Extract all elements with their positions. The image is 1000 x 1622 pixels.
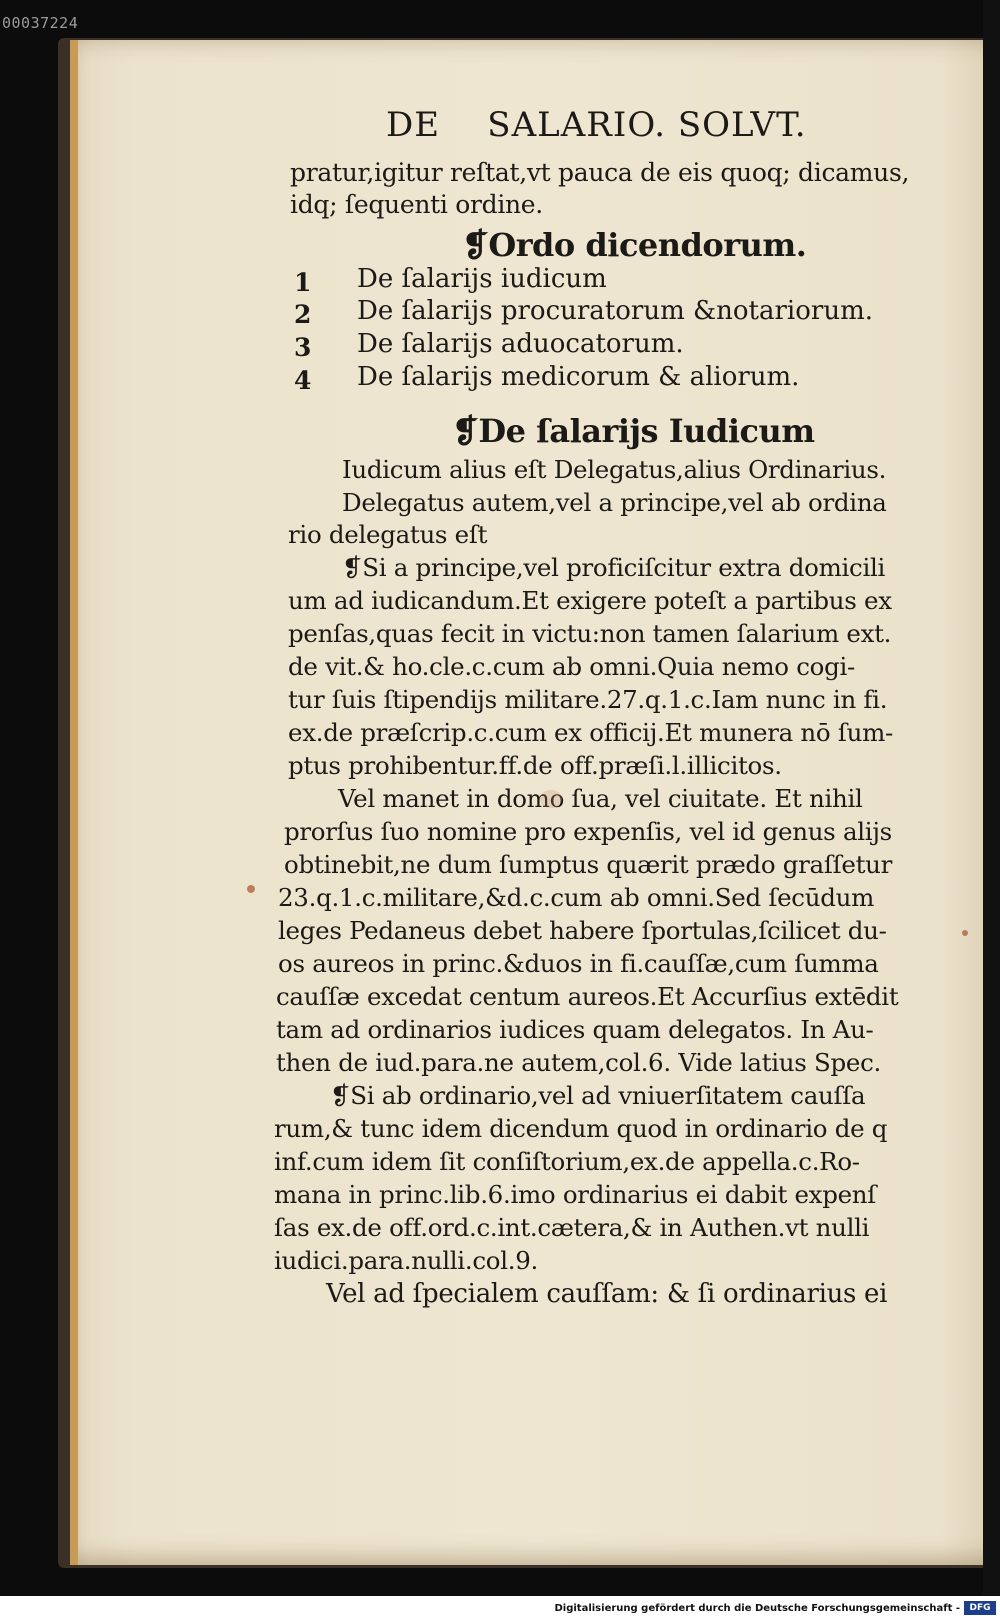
ink-stain: [247, 885, 255, 893]
body-line: ptus prohibentur.ff.de off.præſi.l.illicitos.: [288, 751, 782, 780]
pilcrow-icon: ❡: [342, 553, 363, 582]
body-line: tur ſuis ſtipendijs militare.27.q.1.c.Iam nunc in fi.: [288, 685, 888, 714]
pilcrow-icon: ❡: [452, 412, 479, 450]
body-line: ❡Si ab ordinario,vel ad vniuerſitatem cauſſa: [330, 1081, 866, 1110]
body-line: Vel ad ſpecialem cauſſam: & ſi ordinarius ei: [326, 1279, 888, 1309]
body-line: tam ad ordinarios iudices quam delegatos. In Au-: [276, 1015, 874, 1044]
body-line: Vel manet in domo ſua, vel ciuitate. Et nihil: [338, 784, 863, 813]
body-line: mana in princ.lib.6.imo ordinarius ei dabit expenſ: [274, 1180, 877, 1209]
body-line: obtinebit,ne dum ſumptus quærit prædo graſſetur: [284, 850, 893, 879]
body-line: 23.q.1.c.militare,&d.c.cum ab omni.Sed ſecūdum: [278, 883, 874, 912]
section-heading-text: De ſalarijs Iudicum: [478, 412, 815, 450]
body-line: penſas,quas fecit in victu:non tamen ſalarium ext.: [288, 619, 892, 648]
body-line: Delegatus autem,vel a principe,vel ab ordina: [342, 488, 887, 517]
list-number: 2: [294, 300, 312, 329]
list-number: 3: [294, 333, 312, 362]
scan-border: [983, 0, 1000, 1595]
body-line: ❡Si a principe,vel proficiſcitur extra domicili: [342, 553, 886, 582]
body-line: de vit.& ho.cle.c.cum ab omni.Quia nemo cogi-: [288, 652, 856, 681]
dfg-logo: DFG: [964, 1601, 996, 1615]
body-line: iudici.para.nulli.col.9.: [274, 1246, 538, 1275]
list-item: De ſalarijs aduocatorum.: [357, 329, 684, 359]
ink-stain: [962, 930, 968, 936]
body-line: ſas ex.de off.ord.c.int.cætera,& in Authen.vt nulli: [274, 1213, 870, 1242]
body-line: ex.de præſcrip.c.cum ex officij.Et munera nō ſum-: [288, 718, 893, 747]
body-line: rio delegatus eſt: [288, 520, 488, 549]
list-item: De ſalarijs iudicum: [357, 264, 607, 294]
body-line: cauſſæ excedat centum aureos.Et Accurſius extēdit: [276, 982, 899, 1011]
paper-stain: [540, 790, 562, 808]
list-number: 1: [294, 268, 312, 297]
body-line: then de iud.para.ne autem,col.6. Vide latius Spec.: [276, 1048, 882, 1077]
section-heading-order: [462, 226, 806, 264]
intro-line: idq; ſequenti ordine.: [290, 190, 543, 219]
list-item: De ſalarijs medicorum & aliorum.: [357, 362, 800, 392]
body-line: prorſus ſuo nomine pro expenſis, vel id genus alijs: [284, 817, 892, 846]
body-line: um ad iudicandum.Et exigere poteſt a partibus ex: [288, 586, 892, 615]
running-head: DE SALARIO. SOLVT.: [386, 105, 807, 145]
intro-line: pratur,igitur reſtat,vt pauca de eis quoq; dicamus,: [290, 158, 910, 187]
body-line: inf.cum idem ſit conſiſtorium,ex.de appella.c.Ro-: [274, 1147, 860, 1176]
list-number: 4: [294, 366, 312, 395]
body-line: rum,& tunc idem dicendum quod in ordinario de q: [274, 1114, 888, 1143]
pilcrow-icon: ❡: [462, 226, 489, 264]
list-item: De ſalarijs procuratorum &notariorum.: [357, 296, 873, 326]
section-heading-iudicum: [452, 412, 815, 450]
funding-notice: Digitalisierung gefördert durch die Deutsche Forschungsgemeinschaft -: [554, 1603, 960, 1614]
body-line: Iudicum alius eſt Delegatus,alius Ordinarius.: [342, 455, 887, 484]
body-line: leges Pedaneus debet habere ſportulas,ſcilicet du-: [278, 916, 887, 945]
body-line: os aureos in princ.&duos in fi.cauſſæ,cum ſumma: [278, 949, 879, 978]
section-heading-text: Ordo dicendorum.: [488, 226, 807, 264]
pilcrow-icon: ❡: [330, 1081, 351, 1110]
scan-id: 00037224: [2, 14, 79, 32]
